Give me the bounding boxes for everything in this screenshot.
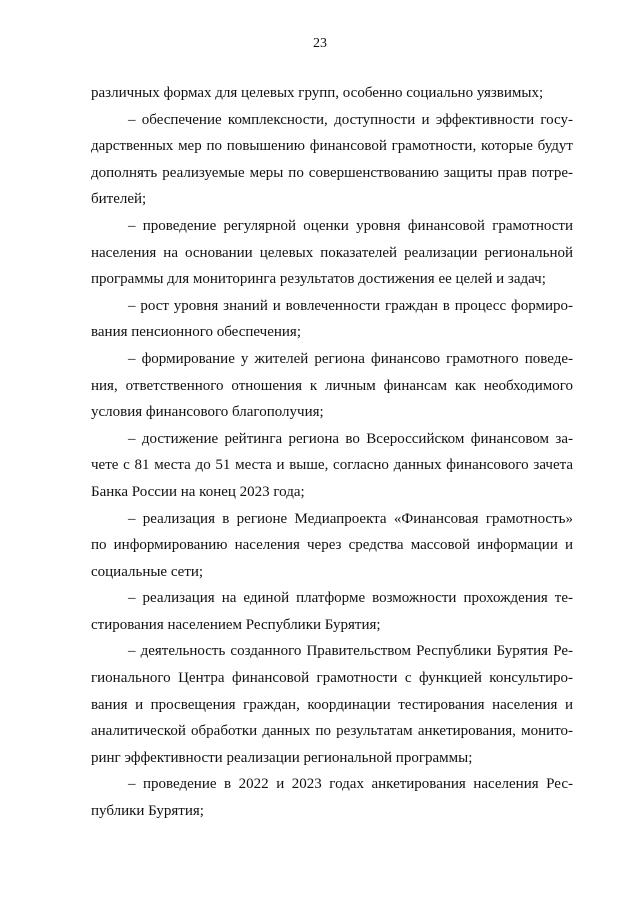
text-line: различных формах для целевых групп, особенно социально уязвимых;	[91, 85, 544, 101]
text-line: условия финансового благополучия;	[91, 404, 324, 421]
text-line: – проведение в 2022 и 2023 годах анкетирования населения Рес-	[128, 776, 573, 793]
text-line: населения на основании целевых показателей реализации региональной	[91, 244, 573, 261]
text-line: бителей;	[91, 191, 147, 208]
text-line: – обеспечение комплексности, доступности и эффективности госу-	[128, 111, 573, 128]
text-line: дополнять реализуемые меры по совершенствованию защиты прав потре-	[91, 164, 573, 181]
text-line: – достижение рейтинга региона во Всероссийском финансовом за-	[128, 430, 573, 447]
document-body	[91, 80, 573, 825]
text-line: – реализация на единой платформе возможности прохождения те-	[128, 590, 573, 607]
text-line: публики Бурятия;	[91, 803, 204, 820]
text-line: Банка России на конец 2023 года;	[91, 483, 305, 500]
text-line: – рост уровня знаний и вовлеченности граждан в процесс формиро-	[128, 297, 573, 314]
text-line: гионального Центра финансовой грамотности с функцией консультиро-	[91, 670, 573, 687]
page-number: 23	[313, 36, 327, 51]
text-line: ния, ответственного отношения к личным финансам как необходимого	[91, 377, 573, 394]
text-line: ринг эффективности реализации региональной программы;	[91, 749, 473, 766]
text-line: программы для мониторинга результатов достижения ее целей и задач;	[91, 271, 546, 288]
text-line: социальные сети;	[91, 563, 204, 580]
text-line: чете с 81 места до 51 места и выше, согласно данных финансового зачета	[91, 457, 573, 474]
text-line: – реализация в регионе Медиапроекта «Финансовая грамотность»	[128, 510, 573, 527]
text-line: стирования населением Республики Бурятия;	[91, 616, 381, 633]
text-line: вания и просвещения граждан, координации тестирования населения и	[91, 696, 573, 713]
text-line: вания пенсионного обеспечения;	[91, 324, 301, 341]
text-line: дарственных мер по повышению финансовой грамотности, которые будут	[91, 138, 573, 155]
text-line: аналитической обработки данных по результатам анкетирования, монито-	[91, 723, 573, 740]
text-line: по информированию населения через средства массовой информации и	[91, 537, 573, 554]
text-line: – деятельность созданного Правительством Республики Бурятия Ре-	[128, 643, 573, 660]
text-line: – формирование у жителей региона финансово грамотного поведе-	[128, 350, 573, 367]
text-line: – проведение регулярной оценки уровня финансовой грамотности	[128, 217, 573, 234]
